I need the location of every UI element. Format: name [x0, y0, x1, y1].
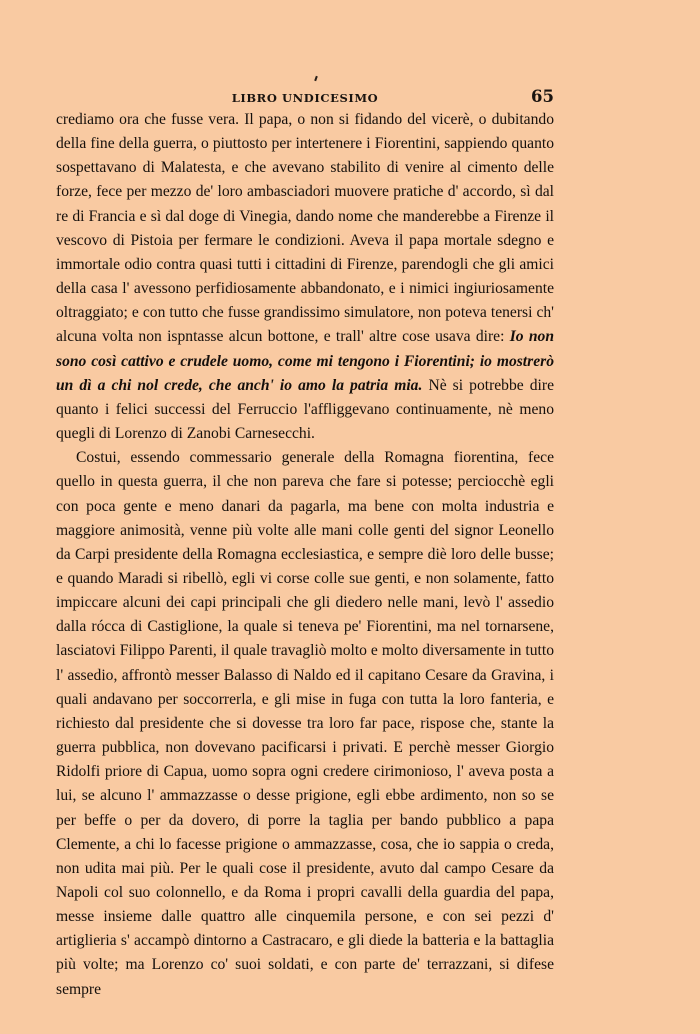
body-text: [56, 108, 554, 1002]
paragraph: [56, 108, 554, 446]
paragraph: Costui, essendo commessario generale della Romagna fiorentina, fece quello in questa guerra, il che non pareva che fare si potesse; perciocchè egli con poca gente e meno danari da pagarla, ma bene con molta industria e maggiore animosità, venne più volte alle mani colle genti del signor Leonello da Carpi presidente della Romagna ecclesiastica, e sempre diè loro delle busse; e quando Maradi si ribellò, egli vi corse colle sue genti, e non solamente, fatto impiccare alcuni dei capi principali che gli diedero nelle mani, levò l' assedio dalla rócca di Castiglione, la quale si teneva pe' Fiorentini, ma nel tornarsene, lasciatovi Filippo Parenti, il quale travagliò molto e molto diversamente in tutto l' assedio, affrontò messer Balasso di Naldo ed il capitano Cesare da Gravina, i quali andavano per soccorrerla, e gli mise in fuga con tutta la loro fanteria, e richiesto dal presidente che si dovesse tra loro far pace, rispose che, stante la guerra pubblica, non dovevano pacificarsi i privati. E perchè messer Giorgio Ridolfi priore di Capua, uomo sopra ogni credere cirimonioso, l' aveva posta a lui, se alcuno l' ammazzasse o desse prigione, egli ebbe ardimento, non so se per beffe o per da dovero, di porre la taglia per bando pubblico a papa Clemente, a chi lo facesse prigione o ammazzasse, cosa, che io sappia o creda, non udita mai più. Per le quali cose il presidente, avuto dal campo Cesare da Napoli col suo colonnello, e da Roma i propri cavalli della guardia del papa, messe insieme dalle quattro alle cinquemila persone, e con sei pezzi d' artiglieria s' accampò dintorno a Castracaro, e gli diede la batteria e la battaglia più volte; ma Lorenzo co' suoi soldati, e con parte de' terrazzani, si difese sempre: [56, 449, 554, 998]
italic-quote: Io non sono così cattivo e crudele uomo, come mi tengono i Fiorentini; io mostrerò un dì a chi nol crede, che anch' io amo la patria mia.: [56, 328, 555, 394]
ink-mark: [314, 76, 318, 81]
paragraph-text: crediamo ora che fusse vera. Il papa, o non si fidando del vicerè, o dubitando della fine della guerra, o piuttosto per intertenere i Fiorentini, sappiendo quanto sospettavano di Malatesta, e che avevano stabilito di venire al cimento delle forze, fece per mezzo de' loro ambasciadori muovere pratiche d' accordo, sì dal re di Francia e sì dal doge di Vinegia, dando nome che manderebbe a Firenze il vescovo di Pistoia per fermare le condizioni. Aveva il papa mortale sdegno e immortale odio contra quasi tutti i cittadini di Firenze, parendogli che gli amici della casa l' avessono perfidiosamente abbandonato, e i nimici ingiuriosamente oltraggiato; e con tutto che fusse grandissimo simulatore, non poteva tenersi ch' alcuna volta non ispntasse alcun bottone, e trall' altre cose usava dire:: [56, 111, 554, 346]
running-head: [56, 89, 554, 109]
page-number: 65: [531, 87, 554, 106]
paragraph-text: Nè si potrebbe dire quanto i felici successi del Ferruccio l'affliggevano continuamente, nè meno quegli di Lorenzo di Zanobi Carnesecchi.: [56, 376, 554, 443]
running-title: LIBRO UNDICESIMO: [231, 91, 379, 105]
